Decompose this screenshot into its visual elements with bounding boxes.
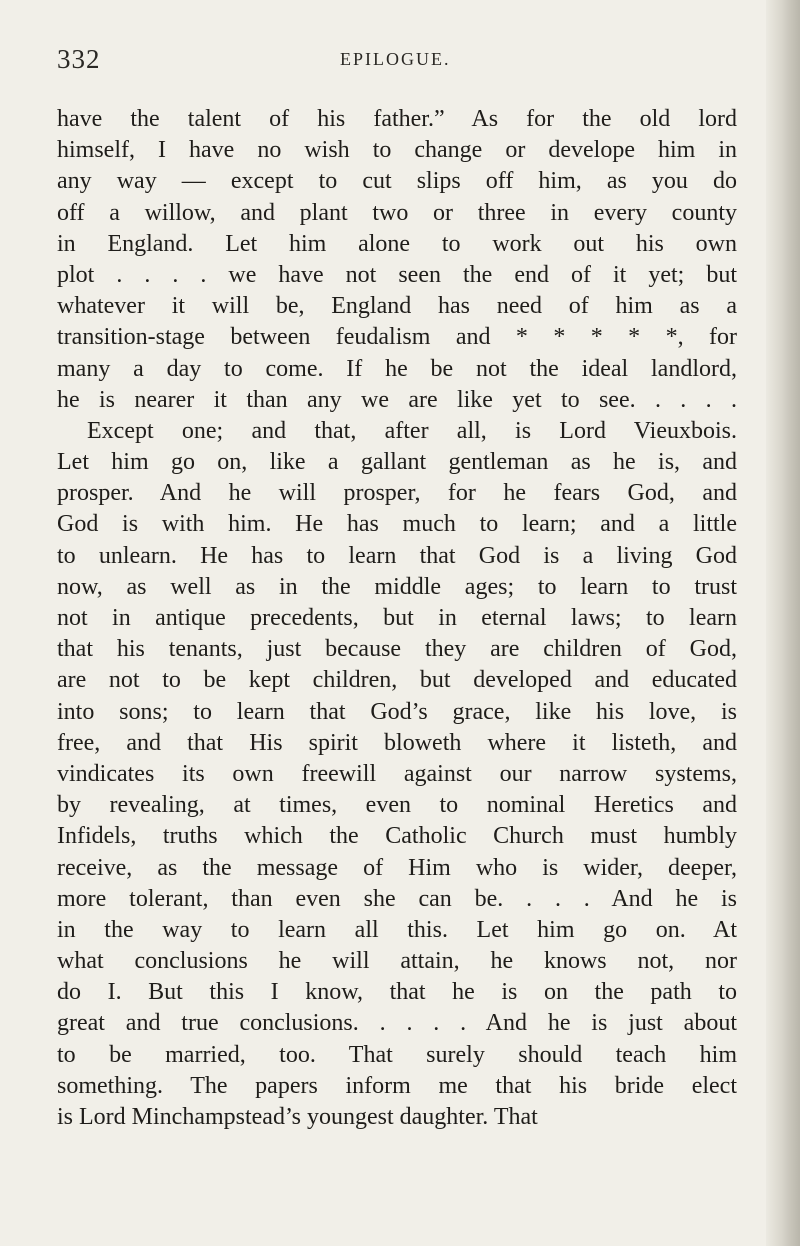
- text-line: are not to be kept children, but developed and educated: [57, 667, 737, 694]
- page-header: [57, 44, 737, 78]
- text-line: into sons; to learn that God’s grace, like his love, is: [57, 698, 737, 725]
- text-line: now, as well as in the middle ages; to learn to trust: [57, 573, 737, 600]
- text-line: by revealing, at times, even to nominal Heretics and: [57, 792, 737, 819]
- text-line: himself, I have no wish to change or develope him in: [57, 137, 737, 164]
- text-line: in England. Let him alone to work out his own: [57, 230, 737, 257]
- paragraph-start-line: Except one; and that, after all, is Lord Vieuxbois.: [87, 417, 737, 444]
- text-line: in the way to learn all this. Let him go on. At: [57, 916, 737, 943]
- text-line: plot . . . . we have not seen the end of it yet; but: [57, 261, 737, 288]
- text-line: Infidels, truths which the Catholic Church must humbly: [57, 823, 737, 850]
- text-line: to be married, too. That surely should teach him: [57, 1041, 737, 1068]
- text-line: Let him go on, like a gallant gentleman as he is, and: [57, 449, 737, 476]
- text-line: what conclusions he will attain, he knows not, nor: [57, 948, 737, 975]
- text-line: whatever it will be, England has need of him as a: [57, 293, 737, 320]
- text-line: many a day to come. If he be not the ideal landlord,: [57, 355, 737, 382]
- text-line: off a willow, and plant two or three in every county: [57, 199, 737, 226]
- text-line: is Lord Minchampstead’s youngest daughter. That: [57, 1104, 538, 1130]
- text-line: prosper. And he will prosper, for he fears God, and: [57, 480, 737, 507]
- text-line: any way — except to cut slips off him, as you do: [57, 168, 737, 195]
- text-line: that his tenants, just because they are children of God,: [57, 636, 737, 663]
- text-line: not in antique precedents, but in eternal laws; to learn: [57, 605, 737, 631]
- body-text: [57, 104, 737, 1133]
- running-title: EPILOGUE.: [340, 49, 451, 69]
- text-line: great and true conclusions. . . . . And he is just about: [57, 1010, 737, 1037]
- page-number: 332: [57, 44, 101, 74]
- page-edge-shadow: [766, 0, 800, 1246]
- text-line: do I. But this I know, that he is on the path to: [57, 979, 737, 1006]
- text-line: he is nearer it than any we are like yet to see. . . . .: [57, 386, 737, 413]
- text-line: have the talent of his father.” As for the old lord: [57, 106, 737, 132]
- text-line: to unlearn. He has to learn that God is a living God: [57, 542, 737, 569]
- text-line: receive, as the message of Him who is wider, deeper,: [57, 854, 737, 881]
- text-line: transition-stage between feudalism and * * * * *, for: [57, 324, 737, 351]
- text-line: God is with him. He has much to learn; and a little: [57, 511, 737, 538]
- text-line: more tolerant, than even she can be. . . . And he is: [57, 885, 737, 912]
- text-line: vindicates its own freewill against our narrow systems,: [57, 760, 737, 787]
- text-line: free, and that His spirit bloweth where it listeth, and: [57, 729, 737, 756]
- text-line: something. The papers inform me that his bride elect: [57, 1072, 737, 1099]
